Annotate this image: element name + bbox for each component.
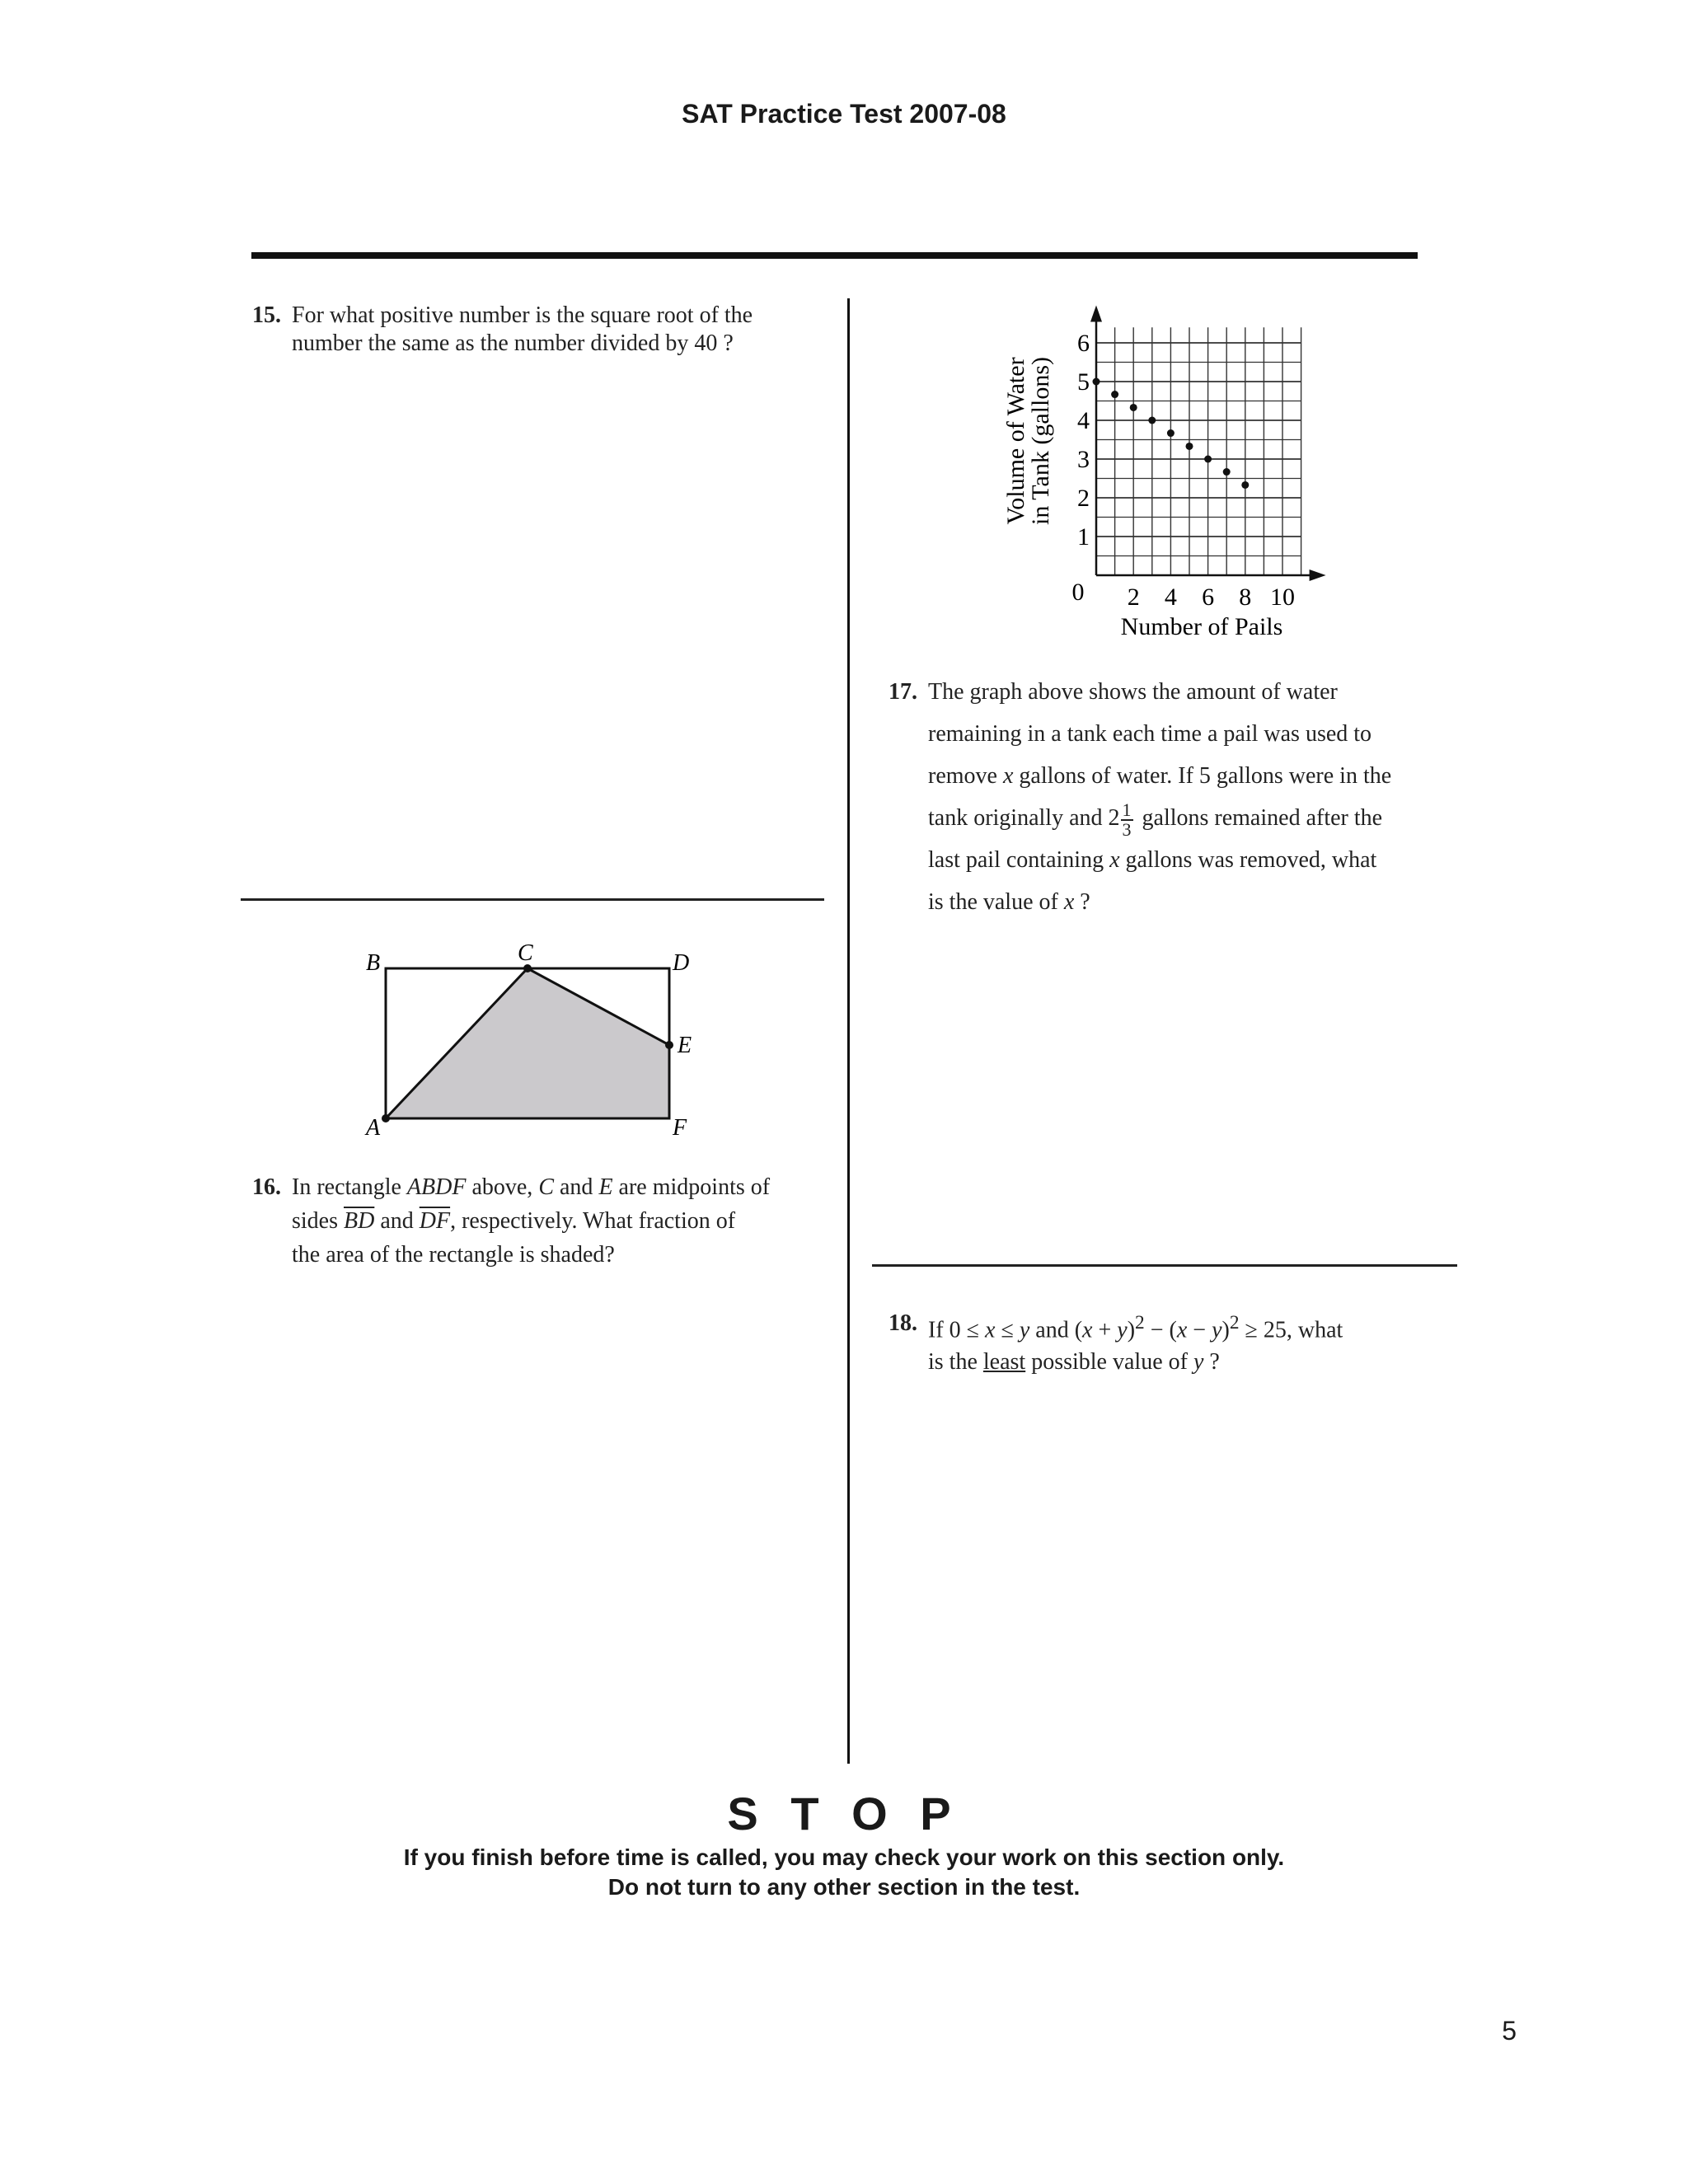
- data-point: [1241, 481, 1249, 489]
- shaded-region: [386, 968, 669, 1118]
- question-text-line: the area of the rectangle is shaded?: [292, 1242, 615, 1268]
- label-e: E: [678, 1033, 692, 1058]
- x-tick-label: 10: [1270, 583, 1295, 611]
- y-axis-arrow: [1090, 306, 1102, 322]
- data-point: [1148, 417, 1156, 424]
- x-axis-arrow: [1310, 569, 1326, 581]
- stop-instruction-2: Do not turn to any other section in the test.: [607, 1874, 1081, 1900]
- data-point: [1093, 378, 1100, 386]
- stop-heading: S T O P: [727, 1788, 961, 1840]
- question-text-line: remaining in a tank each time a pail was used to: [928, 721, 1372, 747]
- question-text-line: last pail containing x gallons was removed, what: [928, 847, 1377, 873]
- x-tick-label: 2: [1127, 583, 1140, 611]
- question-text-line: In rectangle ABDF above, C and E are midpoints of: [292, 1174, 771, 1200]
- y-tick-label: 3: [1077, 446, 1090, 473]
- question-text-line: For what positive number is the square root of the: [292, 302, 753, 328]
- label-d: D: [673, 950, 690, 976]
- x-tick-label: 8: [1239, 583, 1252, 611]
- chart-y-axis-label-line2: in Tank (gallons): [1027, 357, 1054, 525]
- pails-scatter-chart: [997, 293, 1343, 647]
- data-point: [1223, 468, 1231, 476]
- y-tick-label: 4: [1077, 407, 1090, 434]
- page-number: 5: [1502, 2016, 1517, 2046]
- y-tick-label: 2: [1077, 485, 1090, 512]
- question-number: 15.: [252, 302, 281, 328]
- data-point: [1186, 443, 1193, 450]
- y-tick-label: 6: [1077, 330, 1090, 357]
- stop-instruction-1: If you finish before time is called, you may check your work on this section only.: [403, 1844, 1285, 1870]
- data-point: [1130, 404, 1137, 411]
- chart-x-axis-label: Number of Pails: [1120, 613, 1283, 640]
- data-point: [1204, 456, 1212, 463]
- label-b: B: [366, 950, 381, 976]
- label-f: F: [673, 1115, 687, 1141]
- data-point: [1167, 429, 1175, 437]
- question-number: 16.: [252, 1174, 281, 1200]
- question-number: 17.: [889, 679, 917, 705]
- header-rule: [251, 252, 1418, 259]
- question-text-line: is the value of x ?: [928, 889, 1090, 915]
- rectangle-abdf-figure: [354, 935, 709, 1141]
- chart-grid: [1096, 327, 1301, 575]
- right-section-divider: [872, 1264, 1457, 1267]
- mixed-fraction: $\frac{1}{3}$: [1122, 799, 1132, 840]
- label-a: A: [366, 1115, 381, 1141]
- question-text-line: is the least possible value of y ?: [928, 1349, 1220, 1376]
- x-tick-label: 6: [1202, 583, 1215, 611]
- question-text-line: number the same as the number divided by 40 ?: [292, 330, 734, 356]
- question-text-line: If 0 ≤ x ≤ y and $(x + y)^2 - (x - y)^2 \ge 25$, what: [928, 1312, 1343, 1343]
- question-text-line: sides $\overline{BD}$ and $\overline{DF}$, respectively. What fraction of: [292, 1208, 736, 1234]
- question-text-line: remove x gallons of water. If 5 gallons were in the: [928, 763, 1392, 789]
- question-text-line: tank originally and 2 $\frac{1}{3}$ gallons remained after the: [928, 799, 1383, 840]
- chart-tick-labels: [1072, 330, 1296, 611]
- left-section-divider: [241, 898, 824, 901]
- question-text-line: The graph above shows the amount of water: [928, 679, 1338, 705]
- question-number: 18.: [889, 1310, 917, 1336]
- label-c: C: [518, 940, 533, 966]
- y-tick-label: 5: [1077, 368, 1090, 396]
- page-header-title: SAT Practice Test 2007-08: [682, 99, 1006, 129]
- point-e: [665, 1041, 673, 1049]
- data-point: [1111, 391, 1118, 398]
- origin-label: 0: [1071, 579, 1085, 606]
- y-tick-label: 1: [1077, 523, 1090, 551]
- column-divider: [847, 298, 850, 1764]
- point-a: [382, 1114, 390, 1122]
- chart-y-axis-label-line1: Volume of Water: [1002, 357, 1029, 525]
- x-tick-label: 4: [1164, 583, 1177, 611]
